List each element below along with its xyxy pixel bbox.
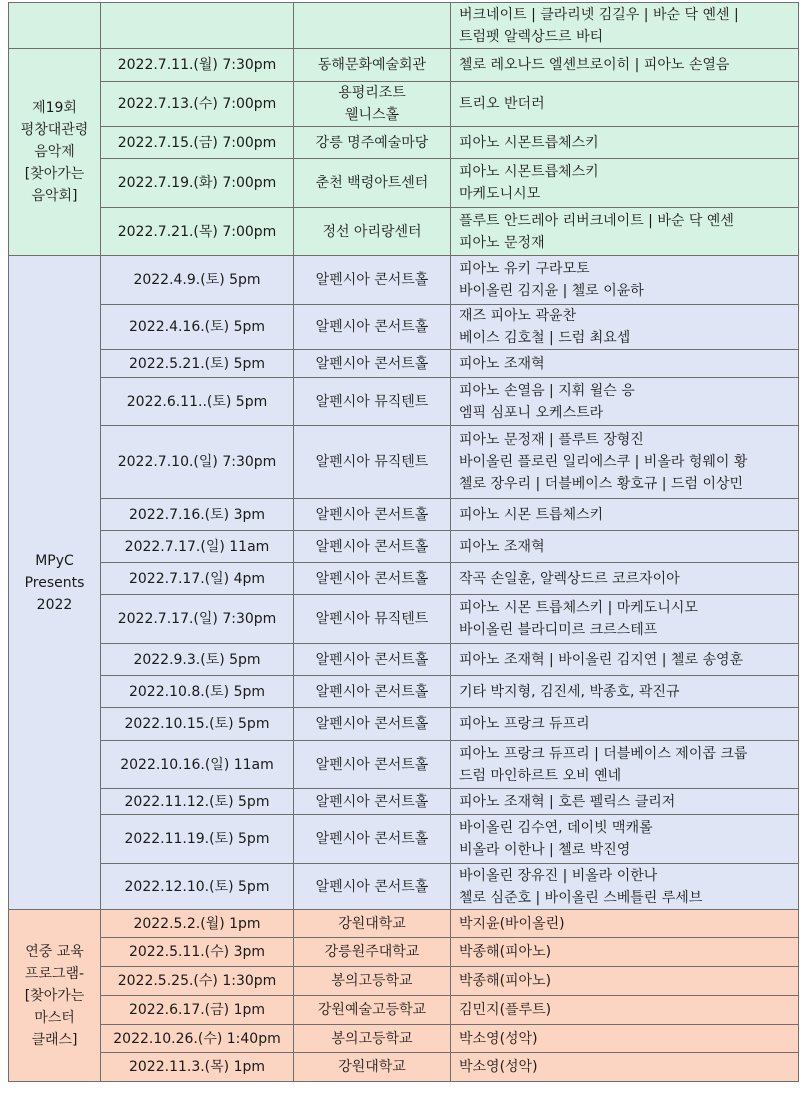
performers-cell	[451, 595, 799, 644]
table-row	[9, 595, 799, 644]
date-cell: 2022.7.15.(금) 7:00pm	[101, 127, 294, 159]
venue-line: 용평리조트	[338, 85, 406, 101]
venue-line: 알펜시아 콘서트홀	[315, 538, 429, 555]
performers-cell	[451, 789, 799, 815]
date-cell: 2022.10.16.(일) 11am	[101, 741, 294, 789]
performer-line: 피아노 프랑크 듀프리	[459, 716, 590, 732]
venue-cell	[294, 815, 451, 864]
performer-line: 첼로 심준호 | 바이올린 스베틀린 루세브	[459, 889, 703, 906]
performer-line: 피아노 유키 구라모토	[459, 261, 590, 277]
performer-line: 트럼펫 알렉상드르 바티	[459, 28, 604, 45]
performers-cell	[451, 1053, 799, 1082]
venue-cell	[294, 741, 451, 789]
performers-cell	[451, 3, 799, 49]
table-row	[9, 256, 799, 305]
venue-line: 강원대학교	[338, 915, 406, 932]
performer-line: 피아노 조재혁 | 호른 펠릭스 클리저	[459, 793, 676, 810]
date-cell: 2022.7.19.(화) 7:00pm	[101, 159, 294, 208]
performers-cell	[451, 159, 799, 208]
date-cell: 2022.7.21.(목) 7:00pm	[101, 208, 294, 256]
performers-cell	[451, 531, 799, 563]
performer-line: 첼로 레오나드 엘셴브로이히 | 피아노 손열음	[459, 57, 730, 73]
venue-cell	[294, 378, 451, 426]
venue-cell	[294, 644, 451, 676]
performer-line: 재즈 피아노 곽윤찬	[459, 308, 577, 324]
table-row	[9, 938, 799, 967]
performers-cell	[451, 741, 799, 789]
performers-cell	[451, 256, 799, 305]
table-row	[9, 159, 799, 208]
venue-cell	[294, 938, 451, 967]
venue-cell	[294, 910, 451, 938]
date-cell: 2022.6.11..(토) 5pm	[101, 378, 294, 426]
venue-cell	[294, 82, 451, 127]
venue-cell	[294, 256, 451, 305]
performer-line: 바이올린 김지윤 | 첼로 이윤하	[459, 283, 644, 299]
performer-line: 바이올린 장유진 | 비올라 이한나	[459, 867, 658, 884]
table-row	[9, 82, 799, 127]
venue-cell	[294, 426, 451, 499]
table-row	[9, 676, 799, 708]
venue-line: 정선 아리랑센터	[322, 223, 422, 240]
group-label-cell	[9, 3, 101, 49]
performers-cell	[451, 815, 799, 864]
table-row	[9, 708, 799, 741]
date-cell: 2022.10.8.(토) 5pm	[101, 676, 294, 708]
date-cell: 2022.4.9.(토) 5pm	[101, 256, 294, 305]
venue-cell	[294, 3, 451, 49]
performer-line: 피아노 시몬트릅체스키	[459, 164, 599, 180]
venue-line: 알펜시아 콘서트홀	[315, 831, 429, 847]
venue-cell	[294, 996, 451, 1025]
group-label-cell	[9, 256, 101, 910]
performers-cell	[451, 910, 799, 938]
performers-cell	[451, 1025, 799, 1053]
venue-cell	[294, 1025, 451, 1053]
date-cell: 2022.10.26.(수) 1:40pm	[101, 1025, 294, 1053]
table-row	[9, 644, 799, 676]
date-cell: 2022.7.16.(토) 3pm	[101, 499, 294, 531]
venue-cell	[294, 708, 451, 741]
group-label-line: 음악회]	[31, 188, 78, 204]
venue-line: 강릉원주대학교	[324, 944, 420, 960]
table-row	[9, 1053, 799, 1082]
performers-cell	[451, 499, 799, 531]
venue-cell	[294, 864, 451, 910]
performer-line: 마케도니시모	[459, 186, 541, 202]
table-row	[9, 789, 799, 815]
table-row	[9, 208, 799, 256]
date-cell: 2022.4.16.(토) 5pm	[101, 305, 294, 350]
date-cell: 2022.7.17.(일) 7:30pm	[101, 595, 294, 644]
venue-line: 동해문화예술회관	[317, 57, 427, 73]
performers-cell	[451, 82, 799, 127]
date-cell: 2022.5.21.(토) 5pm	[101, 350, 294, 378]
venue-line: 봉의고등학교	[331, 1030, 413, 1047]
performer-line: 바이올린 김수연, 데이빗 맥캐롤	[459, 820, 653, 836]
performer-line: 엠픽 심포니 오케스트라	[459, 404, 604, 421]
group-label-line: [찾아가는	[24, 987, 85, 1004]
performers-cell	[451, 426, 799, 499]
table-row	[9, 910, 799, 938]
venue-line: 강원대학교	[338, 1059, 406, 1075]
performer-line: 박소영(성악)	[459, 1059, 538, 1075]
table-row	[9, 49, 799, 82]
venue-line: 알펜시아 뮤직텐트	[315, 611, 429, 627]
venue-line: 알펜시아 콘서트홀	[315, 878, 429, 895]
table-row	[9, 531, 799, 563]
date-cell: 2022.11.19.(토) 5pm	[101, 815, 294, 864]
schedule-table	[8, 2, 799, 1082]
performer-line: 피아노 시몬트릅체스키	[459, 134, 599, 151]
performer-line: 바이올린 플로린 일리에스쿠 | 비올라 헝웨이 황	[459, 454, 748, 470]
performers-cell	[451, 350, 799, 378]
performer-line: 피아노 시몬 트릅체스키 | 마케도니시모	[459, 600, 698, 616]
performers-cell	[451, 996, 799, 1025]
venue-line: 춘천 백령아트센터	[315, 175, 429, 191]
performer-line: 드럼 마인하르트 오비 옌네	[459, 767, 622, 784]
performer-line: 피아노 조재혁	[459, 355, 545, 372]
group-label-line: 연중 교육	[25, 943, 84, 960]
date-cell: 2022.7.13.(수) 7:00pm	[101, 82, 294, 127]
performer-line: 트리오 반더러	[459, 96, 545, 112]
group-label-line: 클래스]	[31, 1031, 78, 1048]
performer-line: 박지윤(바이올린)	[459, 915, 565, 932]
table-row	[9, 127, 799, 159]
date-cell: 2022.10.15.(토) 5pm	[101, 708, 294, 741]
group-label-line: 프로그램-	[24, 965, 85, 982]
venue-cell	[294, 676, 451, 708]
date-cell: 2022.6.17.(금) 1pm	[101, 996, 294, 1025]
date-cell: 2022.7.11.(월) 7:30pm	[101, 49, 294, 82]
table-row	[9, 426, 799, 499]
performer-line: 피아노 프랑크 듀프리 | 더블베이스 제이콥 크룹	[459, 745, 748, 762]
performer-line: 피아노 손열음 | 지휘 윌슨 응	[459, 382, 635, 399]
performer-line: 첼로 장우리 | 더블베이스 황호규 | 드럼 이상민	[459, 476, 744, 492]
table-row	[9, 1025, 799, 1053]
venue-line: 알펜시아 콘서트홀	[315, 756, 429, 773]
venue-line: 강원예술고등학교	[317, 1002, 427, 1018]
performers-cell	[451, 676, 799, 708]
performers-cell	[451, 208, 799, 256]
performers-cell	[451, 127, 799, 159]
venue-cell	[294, 208, 451, 256]
performer-line: 비올라 이한나 | 첼로 박진영	[459, 842, 631, 858]
group-label-line: Presents	[24, 574, 85, 591]
date-cell: 2022.7.10.(일) 7:30pm	[101, 426, 294, 499]
group-label-cell	[9, 910, 101, 1082]
venue-line: 알펜시아 콘서트홀	[315, 683, 429, 700]
venue-cell	[294, 531, 451, 563]
performer-line: 피아노 시몬 트릅체스키	[459, 506, 604, 523]
performers-cell	[451, 708, 799, 741]
table-row	[9, 864, 799, 910]
performer-line: 박소영(성악)	[459, 1030, 538, 1047]
venue-cell	[294, 1053, 451, 1082]
venue-cell	[294, 967, 451, 996]
table-row	[9, 996, 799, 1025]
performer-line: 박종해(피아노)	[459, 973, 552, 989]
table-row	[9, 305, 799, 350]
date-cell: 2022.5.11.(수) 3pm	[101, 938, 294, 967]
group-label-line: MPyC	[35, 552, 74, 569]
table-row	[9, 563, 799, 595]
venue-line: 알펜시아 콘서트홀	[315, 570, 429, 587]
performer-line: 플루트 안드레아 리버크네이트 | 바순 닥 옌센	[459, 212, 734, 229]
performer-line: 김민지(플루트)	[459, 1002, 552, 1018]
date-cell: 2022.7.17.(일) 4pm	[101, 563, 294, 595]
performer-line: 바이올린 블라디미르 크르스테프	[459, 622, 658, 638]
group-label-line: 2022	[36, 596, 73, 613]
venue-cell	[294, 159, 451, 208]
date-cell: 2022.12.10.(토) 5pm	[101, 864, 294, 910]
table-row	[9, 3, 799, 49]
venue-line: 알펜시아 콘서트홀	[315, 319, 429, 335]
date-cell: 2022.5.2.(월) 1pm	[101, 910, 294, 938]
table-row	[9, 378, 799, 426]
performers-cell	[451, 49, 799, 82]
venue-cell	[294, 305, 451, 350]
venue-line: 봉의고등학교	[331, 973, 413, 989]
schedule-body	[9, 3, 799, 1082]
group-label-line: 평창대관령	[20, 122, 89, 138]
venue-cell	[294, 595, 451, 644]
performer-line: 작곡 손일훈, 알렉상드르 코르자이아	[459, 570, 680, 587]
group-label-cell	[9, 49, 101, 256]
performer-line: 기타 박지형, 김진세, 박종호, 곽진규	[459, 683, 680, 700]
date-cell: 2022.9.3.(토) 5pm	[101, 644, 294, 676]
venue-line: 알펜시아 콘서트홀	[315, 651, 429, 668]
performer-line: 베이스 김호철 | 드럼 최요셉	[459, 330, 631, 346]
venue-line: 알펜시아 콘서트홀	[315, 716, 429, 732]
performer-line: 피아노 조재혁	[459, 538, 545, 555]
performers-cell	[451, 967, 799, 996]
venue-line: 알펜시아 콘서트홀	[315, 272, 429, 288]
performers-cell	[451, 563, 799, 595]
table-row	[9, 967, 799, 996]
venue-cell	[294, 563, 451, 595]
table-row	[9, 815, 799, 864]
group-label-line: 제19회	[32, 100, 77, 116]
performer-line: 피아노 조재혁 | 바이올린 김지연 | 첼로 송영훈	[459, 651, 744, 668]
performer-line: 피아노 문정재 | 플루트 장형진	[459, 432, 644, 448]
group-label-line: 음악제	[34, 144, 75, 160]
performers-cell	[451, 938, 799, 967]
venue-line: 알펜시아 콘서트홀	[315, 793, 429, 810]
date-cell	[101, 3, 294, 49]
table-row	[9, 499, 799, 531]
performers-cell	[451, 305, 799, 350]
venue-line: 알펜시아 콘서트홀	[315, 506, 429, 523]
venue-line: 웰니스홀	[344, 107, 400, 123]
venue-line: 알펜시아 콘서트홀	[315, 355, 429, 372]
venue-cell	[294, 350, 451, 378]
venue-line: 알펜시아 뮤직텐트	[315, 454, 429, 470]
table-row	[9, 350, 799, 378]
group-label-line: 마스터	[34, 1009, 75, 1026]
venue-cell	[294, 789, 451, 815]
performer-line: 버크네이트 | 클라리넷 김길우 | 바순 닥 옌센 |	[459, 6, 739, 23]
date-cell: 2022.11.12.(토) 5pm	[101, 789, 294, 815]
venue-line: 알펜시아 뮤직텐트	[315, 393, 429, 410]
date-cell: 2022.11.3.(목) 1pm	[101, 1053, 294, 1082]
performers-cell	[451, 644, 799, 676]
date-cell: 2022.7.17.(일) 11am	[101, 531, 294, 563]
performers-cell	[451, 378, 799, 426]
venue-cell	[294, 127, 451, 159]
date-cell: 2022.5.25.(수) 1:30pm	[101, 967, 294, 996]
venue-cell	[294, 49, 451, 82]
performer-line: 피아노 문정재	[459, 234, 545, 251]
table-row	[9, 741, 799, 789]
performers-cell	[451, 864, 799, 910]
performer-line: 박종해(피아노)	[459, 944, 552, 960]
venue-cell	[294, 499, 451, 531]
venue-line: 강릉 명주예술마당	[315, 134, 429, 151]
group-label-line: [찾아가는	[24, 166, 85, 182]
